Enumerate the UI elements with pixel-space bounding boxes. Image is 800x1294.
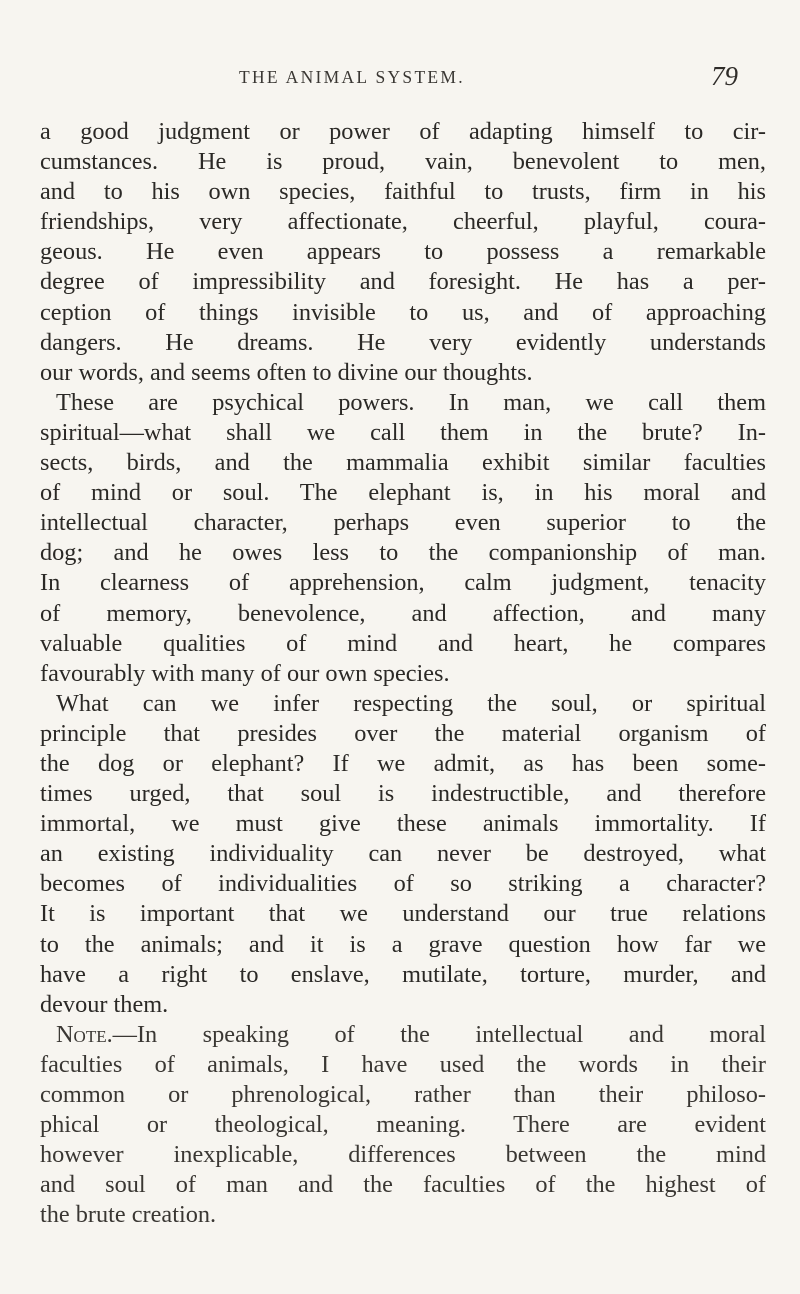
text-line: and to his own species, faithful to trusts, firm in his xyxy=(40,178,766,206)
text-line: have a right to enslave, mutilate, torture, murder, and xyxy=(40,960,766,988)
note-line: phical or theological, meaning. There are evident xyxy=(40,1111,766,1139)
text-line: intellectual character, perhaps even superior to the xyxy=(40,509,766,537)
text-line: favourably with many of our own species. xyxy=(40,659,450,687)
text-line: cumstances. He is proud, vain, benevolent to men, xyxy=(40,148,766,176)
text-line: dangers. He dreams. He very evidently understands xyxy=(40,328,766,356)
text-line: geous. He even appears to possess a remarkable xyxy=(40,238,766,266)
text-line: becomes of individualities of so striking a character? xyxy=(40,870,766,898)
note-first-line xyxy=(40,1020,766,1050)
text-line: principle that presides over the material organism of xyxy=(40,719,766,747)
text-line: dog; and he owes less to the companionship of man. xyxy=(40,539,766,567)
paragraph-start-line: What can we infer respecting the soul, or spiritual xyxy=(56,689,766,717)
running-head xyxy=(0,61,800,101)
note-line: faculties of animals, I have used the words in their xyxy=(40,1050,766,1078)
text-line: friendships, very affectionate, cheerful, playful, coura- xyxy=(40,208,766,236)
text-line: immortal, we must give these animals immortality. If xyxy=(40,810,766,838)
note-line: the brute creation. xyxy=(40,1201,217,1229)
note-first-line-text: —In speaking of the intellectual and moral xyxy=(112,1020,766,1048)
body-text xyxy=(40,117,766,1230)
footnote xyxy=(40,1020,766,1231)
text-line: the dog or elephant? If we admit, as has been some- xyxy=(40,749,766,777)
text-line: to the animals; and it is a grave question how far we xyxy=(40,930,766,958)
note-line: common or phrenological, rather than their philoso- xyxy=(40,1081,766,1108)
running-title: THE ANIMAL SYSTEM. xyxy=(239,67,465,87)
page-number: 79 xyxy=(711,61,738,91)
paragraph-start-line: These are psychical powers. In man, we call them xyxy=(56,388,766,416)
text-line: spiritual—what shall we call them in the brute? In- xyxy=(40,418,766,446)
text-line: valuable qualities of mind and heart, he compares xyxy=(40,629,766,657)
text-line: times urged, that soul is indestructible, and therefore xyxy=(40,780,766,808)
note-label: Note. xyxy=(56,1020,113,1048)
text-line: of memory, benevolence, and affection, and many xyxy=(40,599,766,627)
text-line: It is important that we understand our true relations xyxy=(40,900,766,928)
text-line: sects, birds, and the mammalia exhibit similar faculties xyxy=(40,449,766,477)
note-line: however inexplicable, differences between the mind xyxy=(40,1141,766,1169)
text-line: our words, and seems often to divine our thoughts. xyxy=(40,358,533,386)
text-line: a good judgment or power of adapting himself to cir- xyxy=(40,118,766,145)
text-line: ception of things invisible to us, and of approaching xyxy=(40,298,766,326)
text-line: In clearness of apprehension, calm judgment, tenacity xyxy=(40,569,766,597)
text-line: degree of impressibility and foresight. He has a per- xyxy=(40,268,766,296)
text-line: an existing individuality can never be destroyed, what xyxy=(40,840,766,868)
note-line: and soul of man and the faculties of the highest of xyxy=(40,1171,766,1199)
text-line: of mind or soul. The elephant is, in his moral and xyxy=(40,479,766,507)
text-line: devour them. xyxy=(40,990,169,1018)
